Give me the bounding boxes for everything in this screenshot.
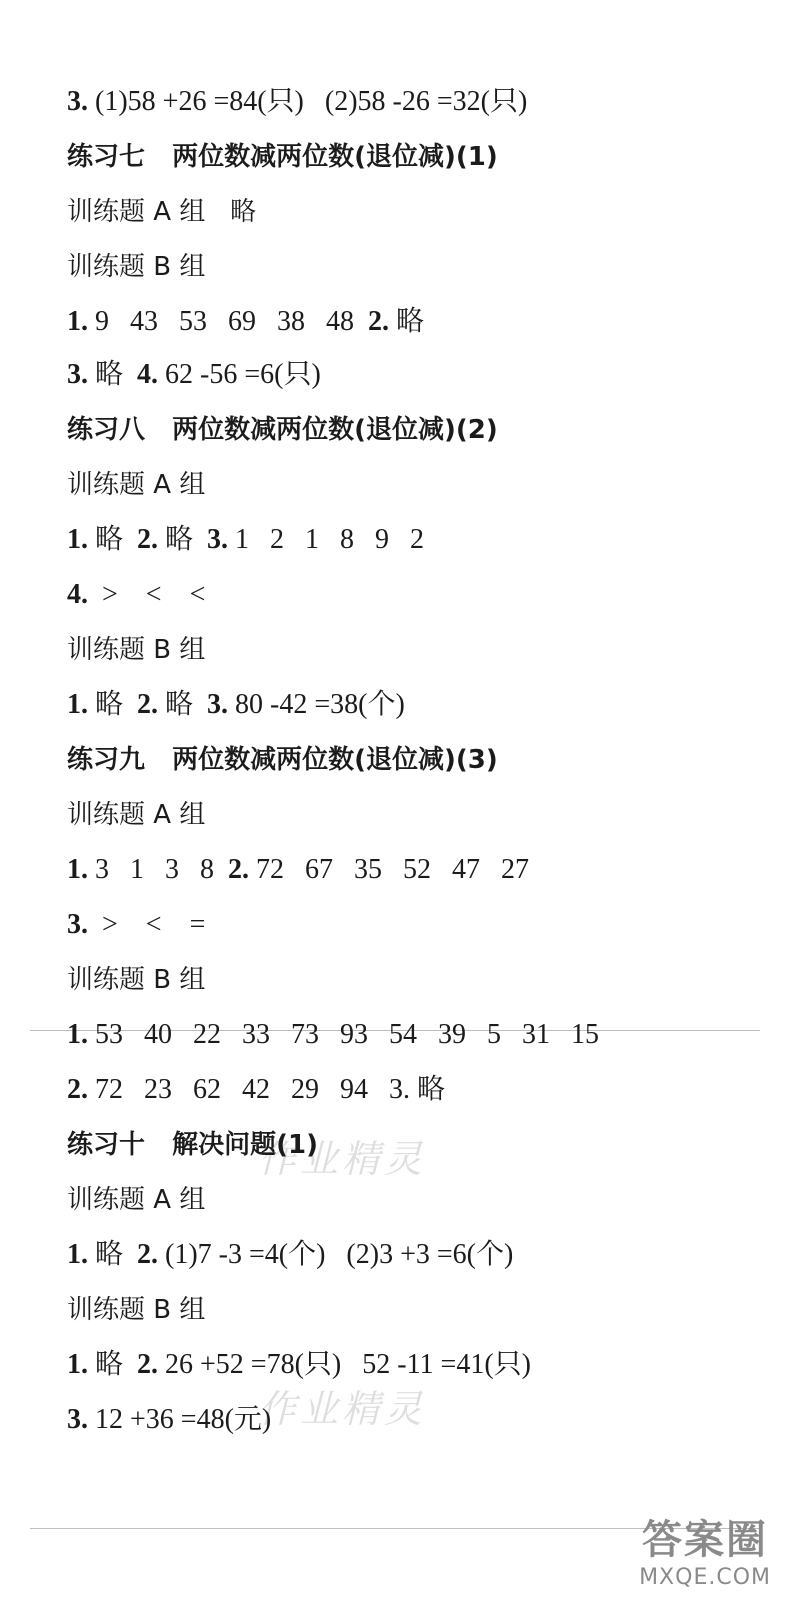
answer-line: 1. 略 2. 26 +52 =78(只) 52 -11 =41(只) [67, 1349, 531, 1380]
answer-line: 1. 略 2. (1)7 -3 =4(个) (2)3 +3 =6(个) [67, 1239, 514, 1270]
answer-line: 3. 略 4. 62 -56 =6(只) [67, 359, 321, 390]
logo-text: 答案圈 [642, 1517, 769, 1563]
answer-line: 4. > < < [67, 579, 206, 610]
subheading: 训练题 B 组 [67, 252, 206, 282]
answer-line: 2. 72 23 62 42 29 94 3. 略 [67, 1074, 446, 1105]
subheading: 训练题 B 组 [67, 635, 206, 665]
answer-line: 1. 略 2. 略 3. 1 2 1 8 9 2 [67, 524, 425, 555]
section-heading: 练习九 两位数减两位数(退位减)(3) [67, 745, 498, 775]
answer-line: 1. 略 2. 略 3. 80 -42 =38(个) [67, 689, 405, 720]
section-heading: 练习七 两位数减两位数(退位减)(1) [67, 142, 498, 172]
watermark: 作业精灵 [258, 1137, 427, 1181]
site-logo [639, 1508, 771, 1590]
subheading: 训练题 A 组 略 [67, 197, 257, 227]
subheading: 训练题 A 组 [67, 470, 206, 500]
section-heading: 练习十 解决问题(1) [67, 1130, 319, 1160]
answer-line: 1. 9 43 53 69 38 48 2. 略 [67, 306, 425, 337]
section-heading: 练习八 两位数减两位数(退位减)(2) [67, 415, 498, 445]
answer-line: 3. > < = [67, 909, 206, 940]
answer-line: 1. 53 40 22 33 73 93 54 39 5 31 15 [67, 1019, 599, 1050]
subheading: 训练题 A 组 [67, 1185, 206, 1215]
subheading: 训练题 B 组 [67, 965, 206, 995]
answer-line: 3. (1)58 +26 =84(只) (2)58 -26 =32(只) [67, 86, 528, 117]
subheading: 训练题 B 组 [67, 1295, 206, 1325]
logo-url: MXQE.COM [639, 1565, 771, 1590]
answer-line: 1. 3 1 3 8 2. 72 67 35 52 47 27 [67, 854, 529, 885]
answer-line: 3. 12 +36 =48(元) [67, 1404, 272, 1435]
watermark: 作业精灵 [258, 1387, 427, 1431]
subheading: 训练题 A 组 [67, 800, 206, 830]
